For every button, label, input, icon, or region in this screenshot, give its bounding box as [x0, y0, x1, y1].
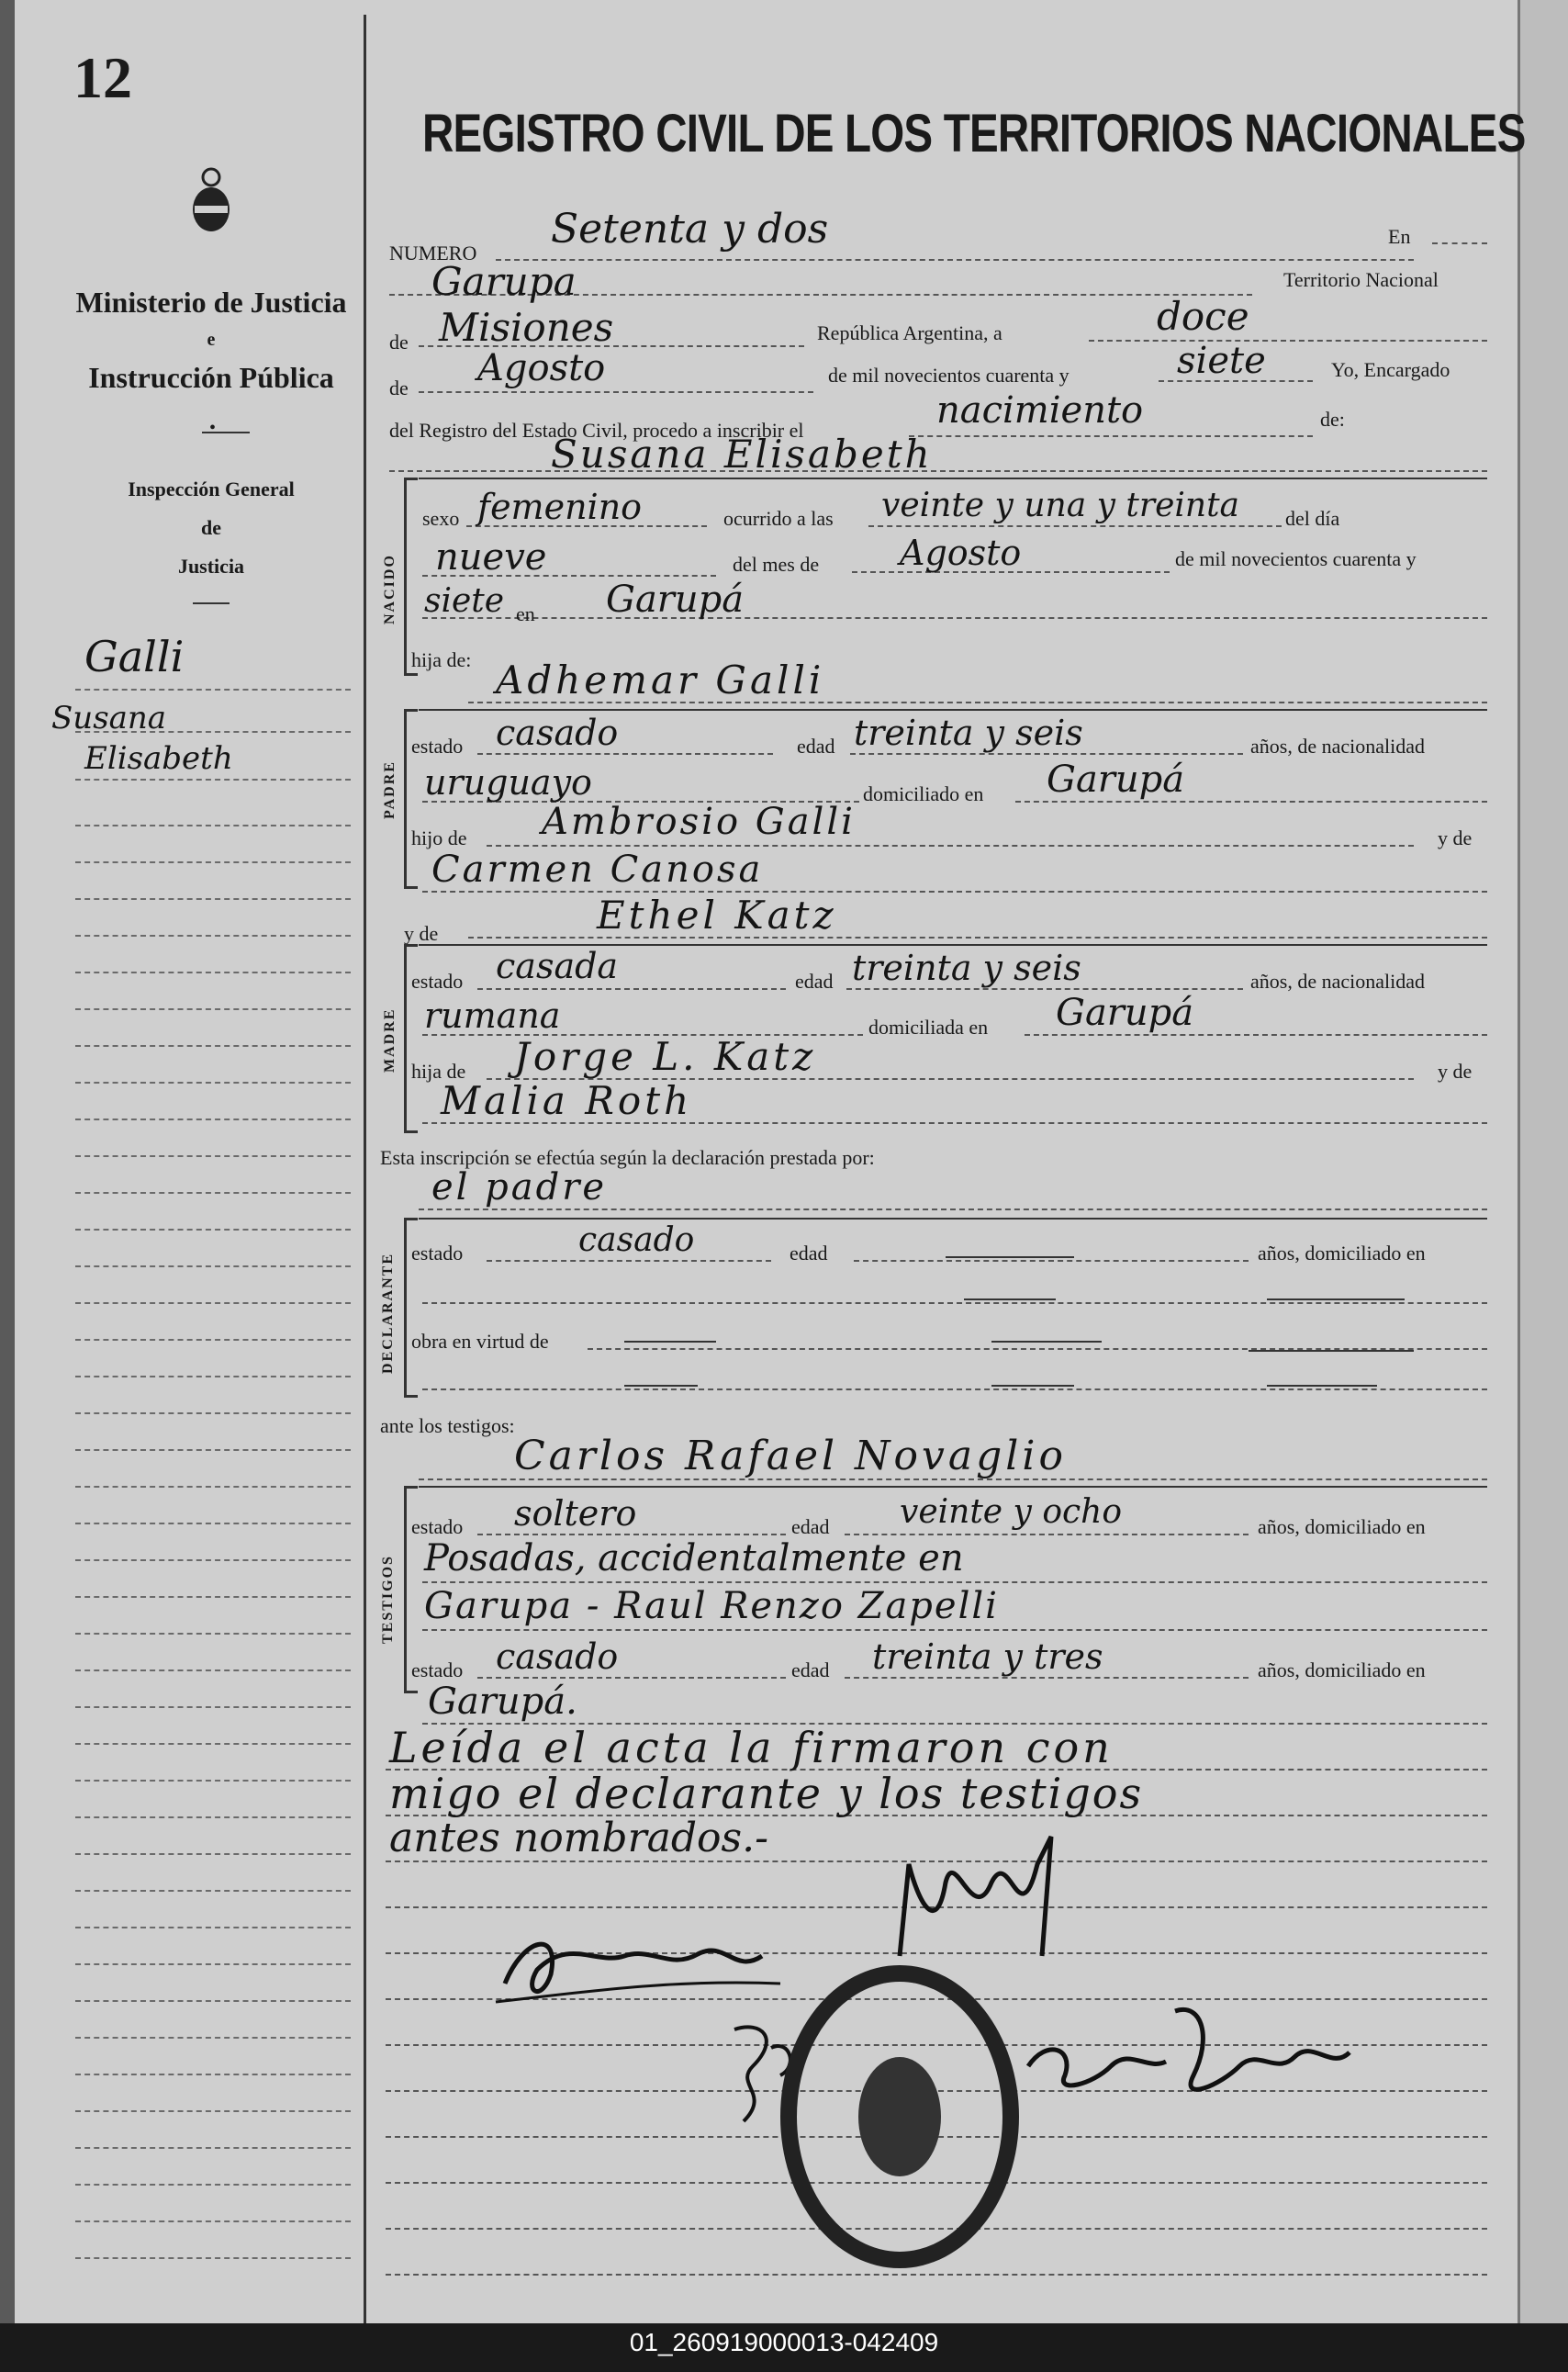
folio-number: 12	[73, 45, 132, 110]
testigo-2-estado: casado	[496, 1636, 619, 1677]
mes-value: Agosto	[900, 533, 1022, 573]
fill-line	[868, 525, 1282, 527]
margin-line	[75, 731, 351, 733]
margin-line	[75, 2000, 351, 2002]
madre-estado-label: estado	[411, 970, 464, 993]
margin-line	[75, 1412, 351, 1414]
testigos-section-label: TESTIGOS	[380, 1555, 396, 1644]
lugar-value: Garupá	[606, 579, 745, 621]
margin-line	[75, 1449, 351, 1451]
section-rule	[419, 478, 1487, 479]
margin-divider	[364, 15, 366, 2323]
fill-line	[1025, 1034, 1487, 1036]
territorio-label: Territorio Nacional	[1283, 268, 1439, 291]
margin-line	[75, 1596, 351, 1598]
image-id-footer: 01_260919000013-042409	[629, 2328, 939, 2356]
declarante-value: el padre	[431, 1166, 608, 1208]
fill-line	[850, 753, 1243, 755]
ministry-line-1: Ministerio de Justicia	[75, 286, 347, 319]
padre-y-de-label: y de	[1438, 826, 1473, 849]
fill-line	[846, 988, 1243, 990]
madre-y-de-label-2: y de	[1438, 1060, 1473, 1083]
fill-line	[422, 1388, 1487, 1390]
inspeccion-line-3: Justicia	[177, 555, 245, 578]
national-coat-of-arms-icon	[188, 165, 234, 239]
de-label: de	[389, 331, 409, 354]
acto-value: nacimiento	[936, 389, 1144, 432]
madre-estado-value: casada	[496, 946, 619, 986]
madre-hija-de-label: hija de	[411, 1060, 466, 1083]
margin-line	[75, 1486, 351, 1488]
ministry-heading	[73, 275, 349, 404]
closing-line-3: antes nombrados.-	[389, 1815, 768, 1861]
margin-line	[75, 935, 351, 937]
margin-line	[75, 1265, 351, 1267]
blank-dash	[1267, 1298, 1405, 1300]
margin-line	[75, 1559, 351, 1561]
margin-line	[75, 2110, 351, 2112]
child-name-value: Susana Elisabeth	[551, 432, 933, 477]
fill-line	[909, 435, 1313, 437]
fill-line	[1432, 242, 1487, 244]
en-label-2: en	[516, 602, 535, 625]
padre-edad-value: treinta y seis	[854, 713, 1083, 753]
blank-dash	[624, 1341, 716, 1343]
madre-domicilio-label: domiciliada en	[868, 1016, 989, 1039]
fill-line	[422, 617, 1487, 619]
fill-line	[477, 988, 786, 990]
testigo-2-edad-label: edad	[791, 1658, 830, 1681]
de-label-2: de	[389, 377, 409, 399]
fill-line	[386, 2274, 1487, 2276]
inspeccion-rule	[193, 602, 230, 604]
ocurrido-label: ocurrido a las	[723, 507, 834, 530]
de-colon-label: de:	[1320, 408, 1345, 431]
madre-padre-value: Jorge L. Katz	[514, 1034, 817, 1079]
margin-line	[75, 1853, 351, 1855]
testigo-1-domicilio: Posadas, accidentalmente en	[424, 1537, 964, 1579]
padre-estado-label: estado	[411, 735, 464, 758]
margin-line	[75, 1008, 351, 1010]
margin-line	[75, 2147, 351, 2149]
fill-line	[496, 259, 1414, 261]
declarante-anios-label: años, domiciliado en	[1258, 1242, 1426, 1265]
margin-note-name-1: Susana	[51, 700, 167, 736]
madre-y-de-label: y de	[404, 922, 439, 945]
margin-line	[75, 1669, 351, 1671]
margin-line	[75, 825, 351, 826]
testigo-1-anios-label: años, domiciliado en	[1258, 1515, 1426, 1538]
testigo-1-edad: veinte y ocho	[900, 1493, 1123, 1531]
seal-emblem	[858, 2057, 941, 2176]
declarante-estado-label: estado	[411, 1242, 464, 1265]
fill-line	[422, 1302, 1487, 1304]
margin-line	[75, 779, 351, 781]
fill-line	[854, 1260, 1249, 1262]
fill-line	[1015, 801, 1487, 803]
margin-line	[75, 1376, 351, 1377]
margin-line	[75, 689, 351, 691]
inspeccion-heading	[119, 470, 303, 586]
anio-value: siete	[424, 582, 505, 620]
registro-label: del Registro del Estado Civil, procedo a inscribir el	[389, 419, 804, 442]
padre-name-value: Adhemar Galli	[496, 658, 825, 703]
margin-line	[75, 1890, 351, 1892]
fill-line	[845, 1677, 1249, 1679]
ministry-line-3: Instrucción Pública	[88, 361, 334, 394]
margin-line	[75, 1963, 351, 1965]
fill-line	[487, 845, 1414, 847]
mil-label-2: de mil novecientos cuarenta y	[1175, 547, 1417, 570]
padre-padre-value: Ambrosio Galli	[542, 801, 856, 843]
margin-line	[75, 1119, 351, 1120]
inspeccion-line-2: de	[201, 516, 221, 539]
margin-line	[75, 1523, 351, 1524]
testigo-2-edad: treinta y tres	[872, 1636, 1103, 1677]
margin-line	[75, 1302, 351, 1304]
margin-line	[75, 898, 351, 900]
madre-anios-label: años, de nacionalidad	[1250, 970, 1425, 993]
margin-line	[75, 1743, 351, 1745]
year-value: siete	[1177, 340, 1266, 382]
territorio-value: Misiones	[439, 305, 614, 350]
madre-section-label: MADRE	[382, 1007, 398, 1073]
place-value: Garupa	[431, 259, 577, 304]
madre-madre-value: Malia Roth	[441, 1078, 693, 1123]
month-value: Agosto	[477, 347, 606, 389]
hijo-label: hija de:	[411, 648, 472, 671]
margin-line	[75, 1633, 351, 1635]
padre-hijo-de-label: hijo de	[411, 826, 467, 849]
fill-line	[419, 391, 813, 393]
fill-line	[419, 1208, 1487, 1210]
declarante-estado-value: casado	[578, 1221, 695, 1259]
padre-edad-label: edad	[797, 735, 835, 758]
testigos-intro: ante los testigos:	[380, 1414, 515, 1437]
section-rule	[419, 1218, 1487, 1220]
hora-value: veinte y una y treinta	[881, 487, 1240, 524]
declarante-signature	[487, 1883, 872, 2011]
fill-line	[422, 1629, 1487, 1631]
mil-label: de mil novecientos cuarenta y	[828, 364, 1070, 387]
padre-madre-value: Carmen Canosa	[431, 849, 764, 891]
inspeccion-line-1: Inspección General	[128, 478, 295, 500]
margin-line	[75, 1229, 351, 1231]
margin-line	[75, 2220, 351, 2222]
closing-line-1: Leída el acta la firmaron con	[389, 1723, 1114, 1772]
margin-line	[75, 1780, 351, 1782]
sexo-label: sexo	[422, 507, 460, 530]
margin-note-surname: Galli	[84, 632, 185, 681]
blank-dash	[991, 1385, 1074, 1387]
fill-line	[477, 1534, 786, 1535]
declarante-edad-label: edad	[790, 1242, 828, 1265]
padre-section-label: PADRE	[382, 760, 398, 819]
dia-value: nueve	[435, 536, 547, 579]
fill-line	[422, 1581, 1487, 1583]
sexo-value: femenino	[477, 487, 643, 527]
nacido-section-label: NACIDO	[382, 554, 398, 624]
fill-line	[845, 1534, 1249, 1535]
margin-line	[75, 2037, 351, 2039]
blank-dash	[624, 1385, 698, 1387]
madre-name-value: Ethel Katz	[597, 893, 837, 938]
margin-line	[75, 1155, 351, 1157]
margin-line	[75, 972, 351, 973]
madre-edad-value: treinta y seis	[852, 948, 1081, 988]
fill-line	[422, 891, 1487, 893]
en-label: En	[1388, 225, 1411, 248]
madre-edad-label: edad	[795, 970, 834, 993]
padre-estado-value: casado	[496, 713, 619, 753]
margin-line	[75, 1192, 351, 1194]
official-seal-stamp	[780, 1965, 1019, 2268]
fill-line	[477, 753, 773, 755]
margin-line	[75, 1339, 351, 1341]
padre-domicilio-value: Garupá	[1047, 759, 1185, 801]
closing-line-2: migo el declarante y los testigos	[389, 1769, 1144, 1818]
declarante-intro: Esta inscripción se efectúa según la declaración prestada por:	[380, 1146, 875, 1169]
padre-nacionalidad-value: uruguayo	[424, 762, 592, 803]
margin-line	[75, 2257, 351, 2259]
margin-line	[75, 861, 351, 863]
margin-note-name-2: Elisabeth	[84, 740, 233, 777]
section-rule	[419, 709, 1487, 711]
encargado-signature	[1019, 1984, 1368, 2121]
madre-domicilio-value: Garupá	[1056, 992, 1194, 1034]
page-right-edge	[1518, 0, 1568, 2323]
madre-nacionalidad-value: rumana	[424, 995, 561, 1036]
republica-label: República Argentina, a	[817, 321, 1002, 344]
margin-line	[75, 1706, 351, 1708]
margin-line	[75, 1082, 351, 1084]
testigo-1-estado: soltero	[514, 1493, 637, 1534]
ornament-dot: •	[209, 418, 217, 438]
testigo-2-domicilio: Garupá.	[428, 1681, 577, 1723]
fill-line	[1089, 340, 1487, 342]
day-value: doce	[1157, 294, 1249, 339]
blank-dash	[1267, 1385, 1377, 1387]
margin-line	[75, 2184, 351, 2186]
del-dia-label: del día	[1285, 507, 1340, 530]
blank-dash	[1249, 1350, 1414, 1352]
testigo-2-line: Garupa - Raul Renzo Zapelli	[424, 1585, 999, 1627]
margin-line	[75, 2074, 351, 2075]
document-title: REGISTRO CIVIL DE LOS TERRITORIOS NACIONALES	[422, 104, 1526, 163]
margin-line	[75, 1927, 351, 1928]
ministry-line-2: e	[207, 330, 216, 350]
fill-line	[487, 1260, 771, 1262]
testigo-2-anios-label: años, domiciliado en	[1258, 1658, 1426, 1681]
mes-label: del mes de	[733, 553, 820, 576]
margin-line	[75, 1045, 351, 1047]
nacido-bracket	[404, 478, 418, 676]
blank-dash	[946, 1256, 1074, 1258]
blank-dash	[964, 1298, 1056, 1300]
declarante-section-label: DECLARANTE	[380, 1252, 396, 1374]
testigo-signature-1	[881, 1827, 1074, 1974]
margin-line	[75, 1816, 351, 1818]
blank-dash	[991, 1341, 1102, 1343]
fill-line	[477, 1677, 786, 1679]
section-rule	[419, 1486, 1487, 1488]
numero-value: Setenta y dos	[551, 206, 829, 253]
testigo-1-estado-label: estado	[411, 1515, 464, 1538]
encargado-label: Yo, Encargado	[1331, 358, 1450, 381]
ministry-rule	[202, 432, 250, 433]
declarante-obra-label: obra en virtud de	[411, 1330, 549, 1353]
testigo-2-estado-label: estado	[411, 1658, 464, 1681]
padre-domicilio-label: domiciliado en	[863, 782, 984, 805]
testigo-1-edad-label: edad	[791, 1515, 830, 1538]
numero-label: NUMERO	[389, 242, 477, 264]
page-left-edge	[0, 0, 15, 2323]
testigo-1-name: Carlos Rafael Novaglio	[514, 1433, 1067, 1479]
padre-anios-label: años, de nacionalidad	[1250, 735, 1425, 758]
